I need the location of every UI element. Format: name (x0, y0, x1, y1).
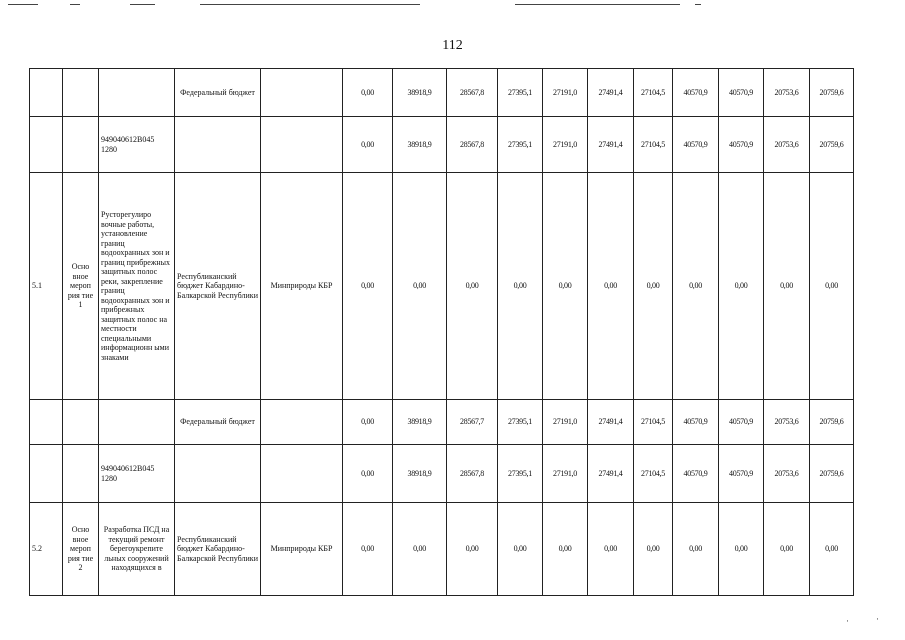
scan-artifact-line (8, 4, 38, 5)
value-cell: 28567,8 (447, 69, 498, 117)
measure-name-cell: Русторегулиро вочные работы, установление границ водоохранных зон и границ прибрежных защитных полос реки, закрепление границ водоохранных зон и прибрежных защитных полос на местности специальными информационн ыми знаками (99, 173, 175, 400)
value-cell: 20753,6 (764, 445, 810, 503)
value-cell: 38918,9 (393, 69, 447, 117)
value-cell: 20753,6 (764, 117, 810, 173)
value-cell: 27104,5 (634, 445, 673, 503)
value-cell: 27191,0 (543, 117, 588, 173)
value-cell: 27104,5 (634, 117, 673, 173)
value-cell: 0,00 (588, 503, 634, 596)
value-cell: 0,00 (764, 503, 810, 596)
value-cell: 0,00 (764, 173, 810, 400)
measure-name-cell: Разработка ПСД на текущий ремонт берегоукрепите льных сооружений находящихся в (99, 503, 175, 596)
value-cell: 27395,1 (498, 445, 543, 503)
funding-source-cell (175, 445, 261, 503)
measure-type-cell (63, 69, 99, 117)
value-cell: 0,00 (543, 503, 588, 596)
value-cell: 38918,9 (393, 400, 447, 445)
value-cell: 27491,4 (588, 400, 634, 445)
value-cell: 0,00 (634, 173, 673, 400)
value-cell: 40570,9 (719, 69, 764, 117)
value-cell: 27395,1 (498, 117, 543, 173)
value-cell: 0,00 (343, 69, 393, 117)
funding-source-cell (175, 117, 261, 173)
value-cell: 40570,9 (673, 445, 719, 503)
value-cell: 0,00 (588, 173, 634, 400)
table-row (30, 69, 854, 117)
table-row (30, 503, 854, 596)
value-cell: 0,00 (343, 173, 393, 400)
budget-table (29, 68, 854, 596)
value-cell: 0,00 (673, 173, 719, 400)
value-cell: 0,00 (498, 503, 543, 596)
funding-source-cell: Республиканский бюджет Кабардино-Балкарской Республики (175, 173, 261, 400)
value-cell: 27491,4 (588, 69, 634, 117)
executor-cell (261, 400, 343, 445)
value-cell: 40570,9 (673, 69, 719, 117)
table-row (30, 173, 854, 400)
executor-cell (261, 445, 343, 503)
value-cell: 27191,0 (543, 69, 588, 117)
row-number-cell (30, 445, 63, 503)
scan-artifact-line (200, 4, 420, 5)
value-cell: 27104,5 (634, 400, 673, 445)
measure-type-cell (63, 445, 99, 503)
value-cell: 40570,9 (673, 400, 719, 445)
value-cell: 0,00 (343, 445, 393, 503)
value-cell: 28567,8 (447, 445, 498, 503)
measure-type-cell (63, 117, 99, 173)
value-cell: 38918,9 (393, 117, 447, 173)
value-cell: 20759,6 (810, 69, 854, 117)
value-cell: 38918,9 (393, 445, 447, 503)
scan-mark: · (846, 616, 849, 626)
value-cell: 28567,8 (447, 117, 498, 173)
value-cell: 40570,9 (673, 117, 719, 173)
measure-type-cell (63, 400, 99, 445)
row-number-cell: 5.2 (30, 503, 63, 596)
row-number-cell: 5.1 (30, 173, 63, 400)
value-cell: 0,00 (393, 173, 447, 400)
value-cell: 0,00 (343, 503, 393, 596)
value-cell: 27191,0 (543, 400, 588, 445)
table-row (30, 445, 854, 503)
scan-mark: · (876, 614, 879, 624)
scan-artifact-line (695, 4, 701, 5)
table-row (30, 117, 854, 173)
value-cell: 27104,5 (634, 69, 673, 117)
executor-cell: Минприроды КБР (261, 503, 343, 596)
measure-name-cell (99, 400, 175, 445)
value-cell: 20753,6 (764, 69, 810, 117)
value-cell: 0,00 (810, 173, 854, 400)
measure-name-cell: 949040612В045 1280 (99, 445, 175, 503)
value-cell: 0,00 (543, 173, 588, 400)
row-number-cell (30, 400, 63, 445)
measure-type-cell: Осно вное мероп рия тие 2 (63, 503, 99, 596)
value-cell: 20759,6 (810, 400, 854, 445)
value-cell: 0,00 (343, 117, 393, 173)
executor-cell: Минприроды КБР (261, 173, 343, 400)
row-number-cell (30, 69, 63, 117)
value-cell: 28567,7 (447, 400, 498, 445)
value-cell: 27191,0 (543, 445, 588, 503)
value-cell: 40570,9 (719, 117, 764, 173)
page-number: 112 (442, 38, 463, 53)
value-cell: 0,00 (719, 173, 764, 400)
value-cell: 0,00 (447, 173, 498, 400)
value-cell: 0,00 (447, 503, 498, 596)
funding-source-cell: Федеральный бюджет (175, 400, 261, 445)
scan-artifact-line (70, 4, 80, 5)
funding-source-cell: Республиканский бюджет Кабардино-Балкарской Республики (175, 503, 261, 596)
value-cell: 40570,9 (719, 400, 764, 445)
value-cell: 0,00 (498, 173, 543, 400)
value-cell: 27491,4 (588, 117, 634, 173)
executor-cell (261, 69, 343, 117)
row-number-cell (30, 117, 63, 173)
value-cell: 27491,4 (588, 445, 634, 503)
scan-artifact-line (515, 4, 680, 5)
measure-name-cell: 949040612В045 1280 (99, 117, 175, 173)
value-cell: 0,00 (810, 503, 854, 596)
value-cell: 20759,6 (810, 117, 854, 173)
value-cell: 0,00 (343, 400, 393, 445)
scan-artifact-line (130, 4, 155, 5)
value-cell: 27395,1 (498, 400, 543, 445)
table-row (30, 400, 854, 445)
funding-source-cell: Федеральный бюджет (175, 69, 261, 117)
executor-cell (261, 117, 343, 173)
value-cell: 0,00 (673, 503, 719, 596)
value-cell: 0,00 (719, 503, 764, 596)
value-cell: 20753,6 (764, 400, 810, 445)
value-cell: 40570,9 (719, 445, 764, 503)
value-cell: 0,00 (393, 503, 447, 596)
value-cell: 20759,6 (810, 445, 854, 503)
measure-name-cell (99, 69, 175, 117)
value-cell: 0,00 (634, 503, 673, 596)
measure-type-cell: Осно вное мероп рия тие 1 (63, 173, 99, 400)
value-cell: 27395,1 (498, 69, 543, 117)
